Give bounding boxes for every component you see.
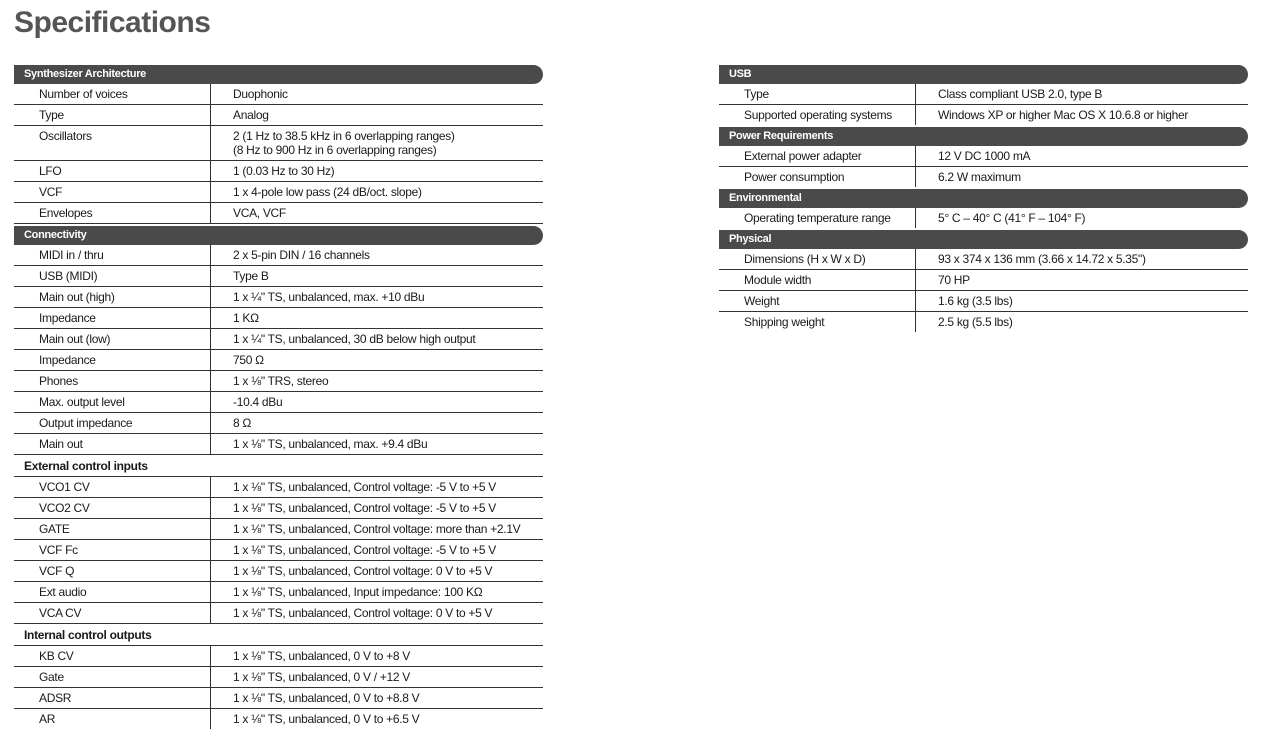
spec-row xyxy=(14,709,543,729)
spec-value xyxy=(916,208,1085,228)
spec-value xyxy=(916,84,1102,104)
spec-row xyxy=(14,287,543,308)
spec-value xyxy=(916,105,1188,125)
spec-value-line: 8 Ω xyxy=(233,416,252,430)
spec-value xyxy=(211,203,286,223)
section-header-usb: USB xyxy=(719,65,1248,84)
spec-value-line: 1 x ⅛" TS, unbalanced, 0 V / +12 V xyxy=(233,670,410,684)
spec-value-line: 1 x ⅛" TS, unbalanced, Control voltage: -5 V to +5 V xyxy=(233,543,496,557)
spec-value-line: 12 V DC 1000 mA xyxy=(938,149,1031,163)
spec-value-line: 1 x ⅛" TS, unbalanced, 0 V to +8.8 V xyxy=(233,691,420,705)
spec-value xyxy=(211,161,334,181)
spec-value xyxy=(211,561,492,581)
spec-label: Main out (high) xyxy=(14,287,211,307)
section-header-synthesizer-architecture: Synthesizer Architecture xyxy=(14,65,543,84)
spec-value xyxy=(211,287,424,307)
spec-row xyxy=(14,182,543,203)
spec-value-line: Analog xyxy=(233,108,269,122)
spec-row xyxy=(14,498,543,519)
spec-value xyxy=(211,350,264,370)
spec-row xyxy=(719,208,1248,228)
spec-value-line: 1.6 kg (3.5 lbs) xyxy=(938,294,1013,308)
spec-row xyxy=(14,329,543,350)
spec-value-line: 1 x ¼" TS, unbalanced, 30 dB below high output xyxy=(233,332,476,346)
spec-value xyxy=(211,245,370,265)
spec-label: VCO2 CV xyxy=(14,498,211,518)
spec-label: Dimensions (H x W x D) xyxy=(719,249,916,269)
spec-label: VCF Fc xyxy=(14,540,211,560)
spec-label: Power consumption xyxy=(719,167,916,187)
page-title: Specifications xyxy=(14,6,211,39)
spec-label: Module width xyxy=(719,270,916,290)
spec-label: ADSR xyxy=(14,688,211,708)
spec-row xyxy=(14,477,543,498)
spec-label: Max. output level xyxy=(14,392,211,412)
spec-row xyxy=(14,434,543,455)
spec-row xyxy=(14,392,543,413)
spec-label: AR xyxy=(14,709,211,729)
spec-label: Supported operating systems xyxy=(719,105,916,125)
spec-label: Ext audio xyxy=(14,582,211,602)
spec-value xyxy=(916,146,1030,166)
spec-value xyxy=(211,105,269,125)
spec-label: LFO xyxy=(14,161,211,181)
spec-row xyxy=(719,146,1248,167)
spec-row xyxy=(14,161,543,182)
spec-value-line: Windows XP or higher Mac OS X 10.6.8 or higher xyxy=(938,108,1189,122)
spec-value xyxy=(211,329,475,349)
spec-label: VCO1 CV xyxy=(14,477,211,497)
spec-label: USB (MIDI) xyxy=(14,266,211,286)
spec-value-line: VCA, VCF xyxy=(233,206,286,220)
spec-row xyxy=(719,167,1248,187)
spec-value-line: 1 x ⅛" TS, unbalanced, Control voltage: 0 V to +5 V xyxy=(233,564,493,578)
spec-row xyxy=(14,266,543,287)
spec-row xyxy=(14,203,543,224)
spec-value-line: 1 KΩ xyxy=(233,311,259,325)
spec-value-line: Duophonic xyxy=(233,87,288,101)
spec-row xyxy=(719,312,1248,332)
spec-value-line: 93 x 374 x 136 mm (3.66 x 14.72 x 5.35") xyxy=(938,252,1146,266)
spec-label: KB CV xyxy=(14,646,211,666)
spec-value-line: 1 x ⅛" TS, unbalanced, Input impedance: 100 KΩ xyxy=(233,585,483,599)
spec-label: Main out (low) xyxy=(14,329,211,349)
spec-row xyxy=(14,582,543,603)
spec-row xyxy=(14,519,543,540)
spec-label: Weight xyxy=(719,291,916,311)
spec-row xyxy=(719,105,1248,125)
spec-value xyxy=(211,646,410,666)
spec-value xyxy=(916,291,1013,311)
spec-table-left xyxy=(14,63,543,729)
spec-label: Oscillators xyxy=(14,126,211,160)
spec-value-line: 2 x 5-pin DIN / 16 channels xyxy=(233,248,370,262)
spec-value-line: Type B xyxy=(233,269,269,283)
spec-row xyxy=(719,84,1248,105)
spec-value xyxy=(211,540,496,560)
spec-row xyxy=(14,84,543,105)
spec-value xyxy=(211,413,251,433)
spec-value-line: 1 x 4-pole low pass (24 dB/oct. slope) xyxy=(233,185,422,199)
spec-value xyxy=(916,312,1013,332)
spec-row xyxy=(14,308,543,329)
spec-row xyxy=(719,249,1248,270)
spec-value-line: 2.5 kg (5.5 lbs) xyxy=(938,315,1013,329)
spec-label: Gate xyxy=(14,667,211,687)
spec-value-line: -10.4 dBu xyxy=(233,395,283,409)
spec-value xyxy=(211,709,419,729)
spec-value-line: Class compliant USB 2.0, type B xyxy=(938,87,1103,101)
spec-label: VCF Q xyxy=(14,561,211,581)
spec-row xyxy=(14,561,543,582)
spec-row xyxy=(14,105,543,126)
spec-value xyxy=(211,477,496,497)
spec-row xyxy=(14,413,543,434)
spec-value xyxy=(211,371,328,391)
subsection-header-external-control-inputs: External control inputs xyxy=(14,456,543,477)
spec-value-line: 1 x ⅛" TS, unbalanced, Control voltage: -5 V to +5 V xyxy=(233,501,496,515)
spec-value xyxy=(211,582,482,602)
spec-value-line: 1 x ⅛" TS, unbalanced, 0 V to +8 V xyxy=(233,649,410,663)
spec-row xyxy=(719,291,1248,312)
spec-value xyxy=(211,667,410,687)
spec-value-line: 1 x ¼" TS, unbalanced, max. +10 dBu xyxy=(233,290,425,304)
section-header-power-requirements: Power Requirements xyxy=(719,127,1248,146)
spec-value-line: 1 x ⅛" TS, unbalanced, 0 V to +6.5 V xyxy=(233,712,420,726)
spec-row xyxy=(14,350,543,371)
spec-row xyxy=(14,667,543,688)
spec-row xyxy=(14,646,543,667)
spec-value-line: 1 x ⅛" TS, unbalanced, max. +9.4 dBu xyxy=(233,437,428,451)
spec-row xyxy=(719,270,1248,291)
spec-label: Type xyxy=(14,105,211,125)
spec-value-line: 750 Ω xyxy=(233,353,264,367)
spec-label: Envelopes xyxy=(14,203,211,223)
spec-value xyxy=(211,688,419,708)
spec-label: Type xyxy=(719,84,916,104)
spec-row xyxy=(14,688,543,709)
spec-value-line: 1 x ⅛" TRS, stereo xyxy=(233,374,329,388)
spec-label: Output impedance xyxy=(14,413,211,433)
subsection-header-internal-control-outputs: Internal control outputs xyxy=(14,625,543,646)
spec-value-line: 1 x ⅛" TS, unbalanced, Control voltage: more than +2.1V xyxy=(233,522,521,536)
spec-value-line: 1 x ⅛" TS, unbalanced, Control voltage: -5 V to +5 V xyxy=(233,480,496,494)
spec-value xyxy=(211,519,520,539)
spec-value-line: 70 HP xyxy=(938,273,970,287)
section-header-physical: Physical xyxy=(719,230,1248,249)
spec-value xyxy=(211,84,288,104)
spec-row xyxy=(14,126,543,161)
spec-value xyxy=(211,392,282,412)
spec-value-line: 1 (0.03 Hz to 30 Hz) xyxy=(233,164,335,178)
spec-label: MIDI in / thru xyxy=(14,245,211,265)
spec-label: Phones xyxy=(14,371,211,391)
spec-row xyxy=(14,371,543,392)
spec-row xyxy=(14,603,543,624)
spec-value xyxy=(916,249,1146,269)
spec-label: Impedance xyxy=(14,308,211,328)
spec-row xyxy=(14,540,543,561)
spec-value xyxy=(916,270,970,290)
spec-value-line: 6.2 W maximum xyxy=(938,170,1021,184)
section-header-environmental: Environmental xyxy=(719,189,1248,208)
spec-value xyxy=(211,434,427,454)
spec-value-line: (8 Hz to 900 Hz in 6 overlapping ranges) xyxy=(233,143,437,157)
spec-value xyxy=(916,167,1021,187)
spec-value xyxy=(211,126,455,160)
spec-value xyxy=(211,498,496,518)
spec-label: External power adapter xyxy=(719,146,916,166)
spec-value-line: 5° C – 40° C (41° F – 104° F) xyxy=(938,211,1086,225)
spec-label: Main out xyxy=(14,434,211,454)
spec-label: VCA CV xyxy=(14,603,211,623)
spec-value xyxy=(211,266,269,286)
spec-label: Shipping weight xyxy=(719,312,916,332)
spec-table-right xyxy=(719,63,1248,332)
spec-label: Number of voices xyxy=(14,84,211,104)
spec-label: VCF xyxy=(14,182,211,202)
spec-value xyxy=(211,603,492,623)
spec-label: Operating temperature range xyxy=(719,208,916,228)
spec-value-line: 2 (1 Hz to 38.5 kHz in 6 overlapping ranges) xyxy=(233,129,455,143)
spec-row xyxy=(14,245,543,266)
section-header-connectivity: Connectivity xyxy=(14,226,543,245)
spec-value xyxy=(211,182,422,202)
spec-label: GATE xyxy=(14,519,211,539)
spec-label: Impedance xyxy=(14,350,211,370)
spec-value xyxy=(211,308,259,328)
spec-value-line: 1 x ⅛" TS, unbalanced, Control voltage: 0 V to +5 V xyxy=(233,606,493,620)
